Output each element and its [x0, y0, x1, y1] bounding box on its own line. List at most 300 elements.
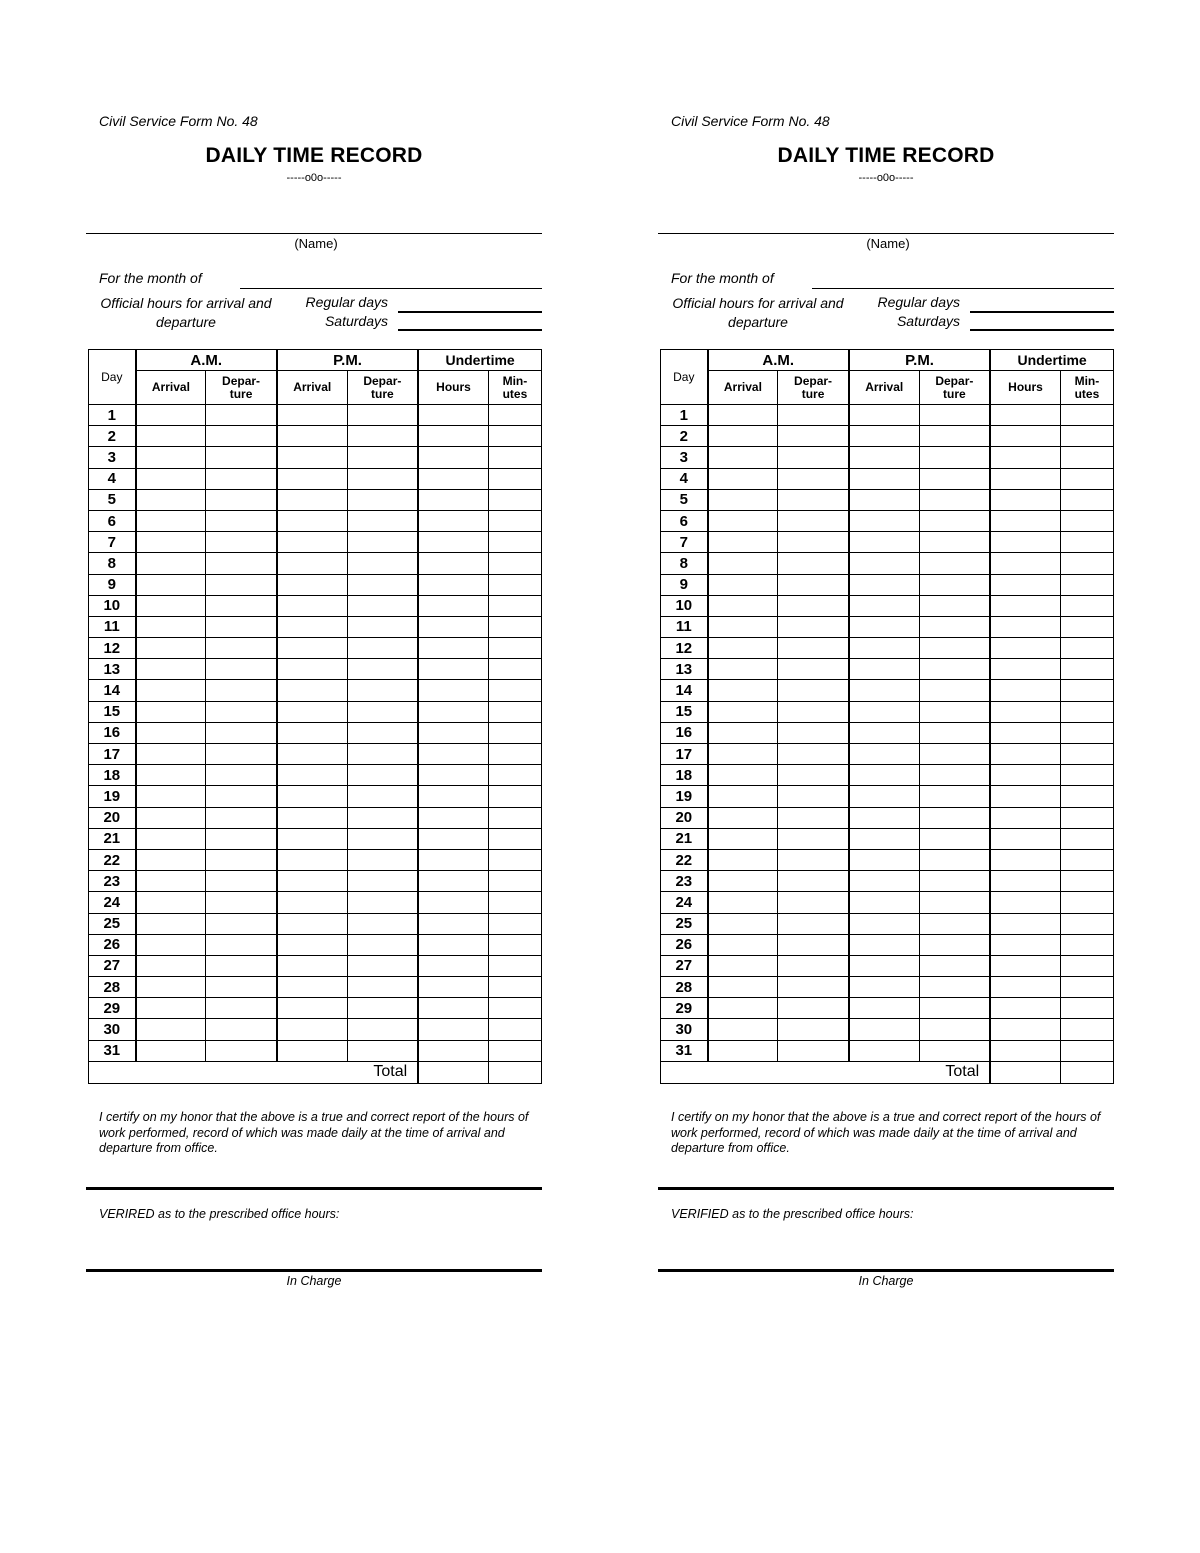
undertime-minutes-cell[interactable] — [488, 574, 541, 595]
am-arrival-cell[interactable] — [136, 934, 206, 955]
pm-arrival-cell[interactable] — [277, 468, 347, 489]
undertime-hours-cell[interactable] — [990, 871, 1060, 892]
undertime-minutes-cell[interactable] — [488, 616, 541, 637]
am-arrival-cell[interactable] — [708, 913, 778, 934]
undertime-hours-cell[interactable] — [418, 638, 488, 659]
undertime-minutes-cell[interactable] — [1060, 765, 1113, 786]
pm-departure-cell[interactable] — [347, 977, 418, 998]
am-arrival-cell[interactable] — [708, 447, 778, 468]
undertime-minutes-cell[interactable] — [488, 934, 541, 955]
undertime-minutes-cell[interactable] — [1060, 807, 1113, 828]
pm-departure-cell[interactable] — [347, 828, 418, 849]
pm-departure-cell[interactable] — [919, 510, 990, 531]
pm-departure-cell[interactable] — [919, 722, 990, 743]
am-arrival-cell[interactable] — [708, 871, 778, 892]
am-arrival-cell[interactable] — [136, 426, 206, 447]
am-departure-cell[interactable] — [206, 744, 277, 765]
am-departure-cell[interactable] — [778, 532, 849, 553]
undertime-hours-cell[interactable] — [990, 426, 1060, 447]
am-departure-cell[interactable] — [778, 489, 849, 510]
pm-arrival-cell[interactable] — [277, 892, 347, 913]
am-arrival-cell[interactable] — [708, 616, 778, 637]
undertime-hours-cell[interactable] — [418, 955, 488, 976]
pm-departure-cell[interactable] — [347, 638, 418, 659]
undertime-hours-cell[interactable] — [990, 1019, 1060, 1040]
pm-arrival-cell[interactable] — [277, 913, 347, 934]
pm-arrival-cell[interactable] — [277, 553, 347, 574]
name-line[interactable] — [658, 233, 1114, 234]
pm-arrival-cell[interactable] — [849, 553, 919, 574]
pm-arrival-cell[interactable] — [849, 955, 919, 976]
pm-departure-cell[interactable] — [919, 1040, 990, 1061]
undertime-hours-cell[interactable] — [990, 977, 1060, 998]
am-arrival-cell[interactable] — [136, 744, 206, 765]
undertime-hours-cell[interactable] — [990, 998, 1060, 1019]
am-departure-cell[interactable] — [778, 849, 849, 870]
pm-arrival-cell[interactable] — [277, 510, 347, 531]
pm-departure-cell[interactable] — [347, 871, 418, 892]
am-arrival-cell[interactable] — [136, 977, 206, 998]
undertime-minutes-cell[interactable] — [488, 892, 541, 913]
am-departure-cell[interactable] — [206, 828, 277, 849]
pm-departure-cell[interactable] — [347, 532, 418, 553]
pm-departure-cell[interactable] — [347, 998, 418, 1019]
pm-arrival-cell[interactable] — [849, 574, 919, 595]
am-departure-cell[interactable] — [778, 701, 849, 722]
pm-arrival-cell[interactable] — [277, 934, 347, 955]
am-arrival-cell[interactable] — [136, 680, 206, 701]
pm-arrival-cell[interactable] — [849, 892, 919, 913]
am-departure-cell[interactable] — [206, 574, 277, 595]
undertime-minutes-cell[interactable] — [1060, 532, 1113, 553]
am-arrival-cell[interactable] — [708, 510, 778, 531]
am-arrival-cell[interactable] — [708, 489, 778, 510]
employee-signature-line[interactable] — [658, 1187, 1114, 1190]
am-departure-cell[interactable] — [206, 532, 277, 553]
undertime-hours-cell[interactable] — [418, 807, 488, 828]
undertime-hours-cell[interactable] — [990, 638, 1060, 659]
am-arrival-cell[interactable] — [136, 659, 206, 680]
undertime-minutes-cell[interactable] — [488, 595, 541, 616]
am-departure-cell[interactable] — [778, 765, 849, 786]
am-departure-cell[interactable] — [206, 765, 277, 786]
pm-arrival-cell[interactable] — [277, 955, 347, 976]
undertime-minutes-cell[interactable] — [488, 786, 541, 807]
am-arrival-cell[interactable] — [708, 680, 778, 701]
pm-arrival-cell[interactable] — [849, 998, 919, 1019]
am-departure-cell[interactable] — [206, 807, 277, 828]
am-departure-cell[interactable] — [778, 659, 849, 680]
am-departure-cell[interactable] — [778, 786, 849, 807]
undertime-minutes-cell[interactable] — [1060, 426, 1113, 447]
am-arrival-cell[interactable] — [136, 574, 206, 595]
am-departure-cell[interactable] — [206, 616, 277, 637]
pm-arrival-cell[interactable] — [277, 807, 347, 828]
pm-departure-cell[interactable] — [919, 447, 990, 468]
undertime-hours-cell[interactable] — [418, 934, 488, 955]
am-departure-cell[interactable] — [206, 977, 277, 998]
undertime-minutes-cell[interactable] — [1060, 1040, 1113, 1061]
pm-arrival-cell[interactable] — [277, 574, 347, 595]
pm-departure-cell[interactable] — [919, 659, 990, 680]
undertime-minutes-cell[interactable] — [1060, 680, 1113, 701]
am-arrival-cell[interactable] — [136, 532, 206, 553]
pm-departure-cell[interactable] — [919, 849, 990, 870]
undertime-hours-cell[interactable] — [418, 532, 488, 553]
undertime-minutes-cell[interactable] — [1060, 659, 1113, 680]
am-arrival-cell[interactable] — [708, 426, 778, 447]
pm-arrival-cell[interactable] — [277, 638, 347, 659]
pm-departure-cell[interactable] — [347, 765, 418, 786]
pm-arrival-cell[interactable] — [277, 532, 347, 553]
am-departure-cell[interactable] — [206, 1019, 277, 1040]
undertime-minutes-cell[interactable] — [1060, 574, 1113, 595]
am-arrival-cell[interactable] — [708, 828, 778, 849]
total-hours-cell[interactable] — [990, 1061, 1060, 1083]
am-departure-cell[interactable] — [778, 998, 849, 1019]
am-departure-cell[interactable] — [778, 574, 849, 595]
undertime-minutes-cell[interactable] — [1060, 998, 1113, 1019]
undertime-hours-cell[interactable] — [418, 489, 488, 510]
undertime-hours-cell[interactable] — [418, 468, 488, 489]
am-arrival-cell[interactable] — [136, 786, 206, 807]
am-arrival-cell[interactable] — [136, 553, 206, 574]
am-departure-cell[interactable] — [778, 468, 849, 489]
undertime-hours-cell[interactable] — [990, 510, 1060, 531]
undertime-minutes-cell[interactable] — [1060, 553, 1113, 574]
am-arrival-cell[interactable] — [136, 998, 206, 1019]
am-departure-cell[interactable] — [206, 786, 277, 807]
pm-departure-cell[interactable] — [347, 913, 418, 934]
pm-arrival-cell[interactable] — [277, 426, 347, 447]
undertime-minutes-cell[interactable] — [1060, 447, 1113, 468]
am-departure-cell[interactable] — [206, 722, 277, 743]
pm-arrival-cell[interactable] — [849, 828, 919, 849]
pm-departure-cell[interactable] — [347, 574, 418, 595]
undertime-minutes-cell[interactable] — [1060, 489, 1113, 510]
am-arrival-cell[interactable] — [136, 468, 206, 489]
undertime-minutes-cell[interactable] — [1060, 510, 1113, 531]
am-arrival-cell[interactable] — [708, 1040, 778, 1061]
undertime-hours-cell[interactable] — [418, 828, 488, 849]
pm-departure-cell[interactable] — [347, 489, 418, 510]
pm-arrival-cell[interactable] — [277, 722, 347, 743]
am-arrival-cell[interactable] — [708, 998, 778, 1019]
pm-departure-cell[interactable] — [919, 744, 990, 765]
pm-arrival-cell[interactable] — [849, 722, 919, 743]
undertime-minutes-cell[interactable] — [1060, 744, 1113, 765]
undertime-minutes-cell[interactable] — [1060, 1019, 1113, 1040]
undertime-minutes-cell[interactable] — [1060, 786, 1113, 807]
am-departure-cell[interactable] — [778, 828, 849, 849]
am-departure-cell[interactable] — [206, 871, 277, 892]
name-line[interactable] — [86, 233, 542, 234]
pm-arrival-cell[interactable] — [849, 913, 919, 934]
am-arrival-cell[interactable] — [708, 1019, 778, 1040]
undertime-hours-cell[interactable] — [990, 701, 1060, 722]
undertime-minutes-cell[interactable] — [1060, 468, 1113, 489]
pm-departure-cell[interactable] — [347, 701, 418, 722]
undertime-hours-cell[interactable] — [418, 1040, 488, 1061]
pm-arrival-cell[interactable] — [277, 1019, 347, 1040]
pm-departure-cell[interactable] — [919, 489, 990, 510]
undertime-hours-cell[interactable] — [418, 977, 488, 998]
am-arrival-cell[interactable] — [708, 574, 778, 595]
month-line[interactable] — [812, 288, 1114, 289]
am-departure-cell[interactable] — [778, 553, 849, 574]
undertime-hours-cell[interactable] — [418, 913, 488, 934]
undertime-minutes-cell[interactable] — [1060, 638, 1113, 659]
am-arrival-cell[interactable] — [708, 638, 778, 659]
pm-departure-cell[interactable] — [919, 765, 990, 786]
pm-departure-cell[interactable] — [919, 574, 990, 595]
pm-arrival-cell[interactable] — [277, 701, 347, 722]
am-arrival-cell[interactable] — [136, 892, 206, 913]
undertime-minutes-cell[interactable] — [488, 913, 541, 934]
undertime-hours-cell[interactable] — [990, 595, 1060, 616]
am-arrival-cell[interactable] — [708, 659, 778, 680]
am-arrival-cell[interactable] — [708, 934, 778, 955]
am-departure-cell[interactable] — [206, 510, 277, 531]
pm-departure-cell[interactable] — [919, 426, 990, 447]
pm-departure-cell[interactable] — [347, 1019, 418, 1040]
pm-departure-cell[interactable] — [347, 849, 418, 870]
undertime-minutes-cell[interactable] — [488, 744, 541, 765]
undertime-minutes-cell[interactable] — [488, 553, 541, 574]
saturdays-line[interactable] — [398, 329, 542, 331]
pm-departure-cell[interactable] — [347, 1040, 418, 1061]
pm-arrival-cell[interactable] — [849, 871, 919, 892]
am-arrival-cell[interactable] — [136, 871, 206, 892]
undertime-minutes-cell[interactable] — [488, 765, 541, 786]
pm-departure-cell[interactable] — [919, 616, 990, 637]
undertime-minutes-cell[interactable] — [488, 977, 541, 998]
undertime-hours-cell[interactable] — [418, 765, 488, 786]
undertime-minutes-cell[interactable] — [488, 405, 541, 426]
pm-arrival-cell[interactable] — [849, 510, 919, 531]
am-arrival-cell[interactable] — [136, 913, 206, 934]
undertime-hours-cell[interactable] — [990, 786, 1060, 807]
am-arrival-cell[interactable] — [708, 405, 778, 426]
am-arrival-cell[interactable] — [136, 447, 206, 468]
pm-departure-cell[interactable] — [919, 405, 990, 426]
pm-arrival-cell[interactable] — [849, 659, 919, 680]
pm-arrival-cell[interactable] — [277, 977, 347, 998]
undertime-minutes-cell[interactable] — [488, 638, 541, 659]
undertime-hours-cell[interactable] — [418, 701, 488, 722]
undertime-minutes-cell[interactable] — [1060, 828, 1113, 849]
undertime-hours-cell[interactable] — [990, 955, 1060, 976]
undertime-minutes-cell[interactable] — [488, 871, 541, 892]
am-arrival-cell[interactable] — [136, 828, 206, 849]
am-arrival-cell[interactable] — [136, 489, 206, 510]
undertime-hours-cell[interactable] — [418, 786, 488, 807]
undertime-minutes-cell[interactable] — [488, 722, 541, 743]
undertime-minutes-cell[interactable] — [1060, 849, 1113, 870]
in-charge-signature-line[interactable] — [658, 1269, 1114, 1272]
pm-arrival-cell[interactable] — [849, 595, 919, 616]
am-arrival-cell[interactable] — [136, 638, 206, 659]
pm-arrival-cell[interactable] — [849, 426, 919, 447]
undertime-hours-cell[interactable] — [990, 913, 1060, 934]
pm-departure-cell[interactable] — [919, 977, 990, 998]
undertime-hours-cell[interactable] — [990, 849, 1060, 870]
pm-arrival-cell[interactable] — [849, 744, 919, 765]
total-hours-cell[interactable] — [418, 1061, 488, 1083]
pm-departure-cell[interactable] — [919, 553, 990, 574]
am-departure-cell[interactable] — [778, 934, 849, 955]
undertime-hours-cell[interactable] — [990, 934, 1060, 955]
pm-departure-cell[interactable] — [919, 595, 990, 616]
undertime-hours-cell[interactable] — [418, 998, 488, 1019]
undertime-minutes-cell[interactable] — [488, 828, 541, 849]
undertime-hours-cell[interactable] — [418, 1019, 488, 1040]
pm-arrival-cell[interactable] — [849, 765, 919, 786]
pm-arrival-cell[interactable] — [277, 828, 347, 849]
regular-days-line[interactable] — [398, 311, 542, 313]
undertime-hours-cell[interactable] — [418, 574, 488, 595]
undertime-hours-cell[interactable] — [418, 722, 488, 743]
employee-signature-line[interactable] — [86, 1187, 542, 1190]
pm-departure-cell[interactable] — [919, 807, 990, 828]
pm-departure-cell[interactable] — [919, 892, 990, 913]
pm-arrival-cell[interactable] — [277, 489, 347, 510]
pm-arrival-cell[interactable] — [849, 701, 919, 722]
am-arrival-cell[interactable] — [136, 955, 206, 976]
pm-arrival-cell[interactable] — [849, 934, 919, 955]
undertime-hours-cell[interactable] — [418, 871, 488, 892]
pm-departure-cell[interactable] — [919, 871, 990, 892]
am-departure-cell[interactable] — [778, 405, 849, 426]
pm-departure-cell[interactable] — [347, 468, 418, 489]
pm-departure-cell[interactable] — [919, 532, 990, 553]
pm-departure-cell[interactable] — [919, 680, 990, 701]
pm-arrival-cell[interactable] — [849, 849, 919, 870]
am-departure-cell[interactable] — [206, 405, 277, 426]
pm-departure-cell[interactable] — [347, 659, 418, 680]
undertime-minutes-cell[interactable] — [488, 955, 541, 976]
pm-arrival-cell[interactable] — [849, 977, 919, 998]
regular-days-line[interactable] — [970, 311, 1114, 313]
pm-departure-cell[interactable] — [347, 553, 418, 574]
pm-departure-cell[interactable] — [919, 955, 990, 976]
undertime-minutes-cell[interactable] — [488, 532, 541, 553]
undertime-hours-cell[interactable] — [418, 680, 488, 701]
undertime-hours-cell[interactable] — [990, 680, 1060, 701]
undertime-hours-cell[interactable] — [990, 553, 1060, 574]
am-arrival-cell[interactable] — [708, 892, 778, 913]
pm-arrival-cell[interactable] — [277, 447, 347, 468]
am-arrival-cell[interactable] — [136, 510, 206, 531]
undertime-minutes-cell[interactable] — [488, 807, 541, 828]
am-arrival-cell[interactable] — [136, 765, 206, 786]
am-departure-cell[interactable] — [206, 553, 277, 574]
pm-departure-cell[interactable] — [347, 786, 418, 807]
am-arrival-cell[interactable] — [136, 405, 206, 426]
pm-arrival-cell[interactable] — [277, 1040, 347, 1061]
am-departure-cell[interactable] — [206, 892, 277, 913]
pm-departure-cell[interactable] — [347, 616, 418, 637]
undertime-hours-cell[interactable] — [990, 765, 1060, 786]
undertime-hours-cell[interactable] — [418, 892, 488, 913]
pm-departure-cell[interactable] — [347, 744, 418, 765]
am-departure-cell[interactable] — [206, 701, 277, 722]
am-departure-cell[interactable] — [206, 680, 277, 701]
undertime-minutes-cell[interactable] — [488, 1040, 541, 1061]
undertime-hours-cell[interactable] — [990, 532, 1060, 553]
pm-arrival-cell[interactable] — [277, 744, 347, 765]
undertime-minutes-cell[interactable] — [1060, 722, 1113, 743]
pm-arrival-cell[interactable] — [849, 786, 919, 807]
undertime-hours-cell[interactable] — [990, 468, 1060, 489]
am-departure-cell[interactable] — [206, 849, 277, 870]
am-arrival-cell[interactable] — [708, 701, 778, 722]
pm-departure-cell[interactable] — [347, 807, 418, 828]
am-arrival-cell[interactable] — [708, 786, 778, 807]
pm-departure-cell[interactable] — [919, 468, 990, 489]
pm-departure-cell[interactable] — [919, 1019, 990, 1040]
undertime-hours-cell[interactable] — [990, 659, 1060, 680]
undertime-minutes-cell[interactable] — [1060, 871, 1113, 892]
undertime-hours-cell[interactable] — [990, 892, 1060, 913]
am-departure-cell[interactable] — [206, 955, 277, 976]
pm-departure-cell[interactable] — [347, 510, 418, 531]
am-arrival-cell[interactable] — [708, 765, 778, 786]
pm-arrival-cell[interactable] — [849, 638, 919, 659]
pm-arrival-cell[interactable] — [849, 405, 919, 426]
total-minutes-cell[interactable] — [488, 1061, 541, 1083]
am-arrival-cell[interactable] — [136, 1019, 206, 1040]
am-departure-cell[interactable] — [778, 1019, 849, 1040]
pm-departure-cell[interactable] — [347, 680, 418, 701]
undertime-hours-cell[interactable] — [990, 744, 1060, 765]
total-minutes-cell[interactable] — [1060, 1061, 1113, 1083]
undertime-hours-cell[interactable] — [990, 807, 1060, 828]
am-arrival-cell[interactable] — [708, 722, 778, 743]
am-departure-cell[interactable] — [778, 595, 849, 616]
pm-arrival-cell[interactable] — [277, 405, 347, 426]
undertime-hours-cell[interactable] — [990, 616, 1060, 637]
undertime-hours-cell[interactable] — [418, 447, 488, 468]
pm-arrival-cell[interactable] — [277, 659, 347, 680]
undertime-hours-cell[interactable] — [418, 405, 488, 426]
am-arrival-cell[interactable] — [708, 849, 778, 870]
am-departure-cell[interactable] — [778, 638, 849, 659]
undertime-minutes-cell[interactable] — [488, 659, 541, 680]
pm-arrival-cell[interactable] — [277, 765, 347, 786]
pm-arrival-cell[interactable] — [849, 1019, 919, 1040]
undertime-minutes-cell[interactable] — [488, 468, 541, 489]
pm-arrival-cell[interactable] — [277, 680, 347, 701]
pm-departure-cell[interactable] — [919, 934, 990, 955]
undertime-minutes-cell[interactable] — [1060, 595, 1113, 616]
undertime-minutes-cell[interactable] — [488, 426, 541, 447]
am-departure-cell[interactable] — [778, 722, 849, 743]
am-departure-cell[interactable] — [206, 638, 277, 659]
undertime-minutes-cell[interactable] — [1060, 955, 1113, 976]
undertime-hours-cell[interactable] — [990, 828, 1060, 849]
am-arrival-cell[interactable] — [708, 468, 778, 489]
am-departure-cell[interactable] — [206, 595, 277, 616]
undertime-minutes-cell[interactable] — [488, 680, 541, 701]
undertime-hours-cell[interactable] — [990, 1040, 1060, 1061]
pm-arrival-cell[interactable] — [277, 871, 347, 892]
undertime-minutes-cell[interactable] — [1060, 616, 1113, 637]
am-departure-cell[interactable] — [206, 659, 277, 680]
pm-departure-cell[interactable] — [347, 447, 418, 468]
am-departure-cell[interactable] — [778, 510, 849, 531]
pm-arrival-cell[interactable] — [277, 595, 347, 616]
